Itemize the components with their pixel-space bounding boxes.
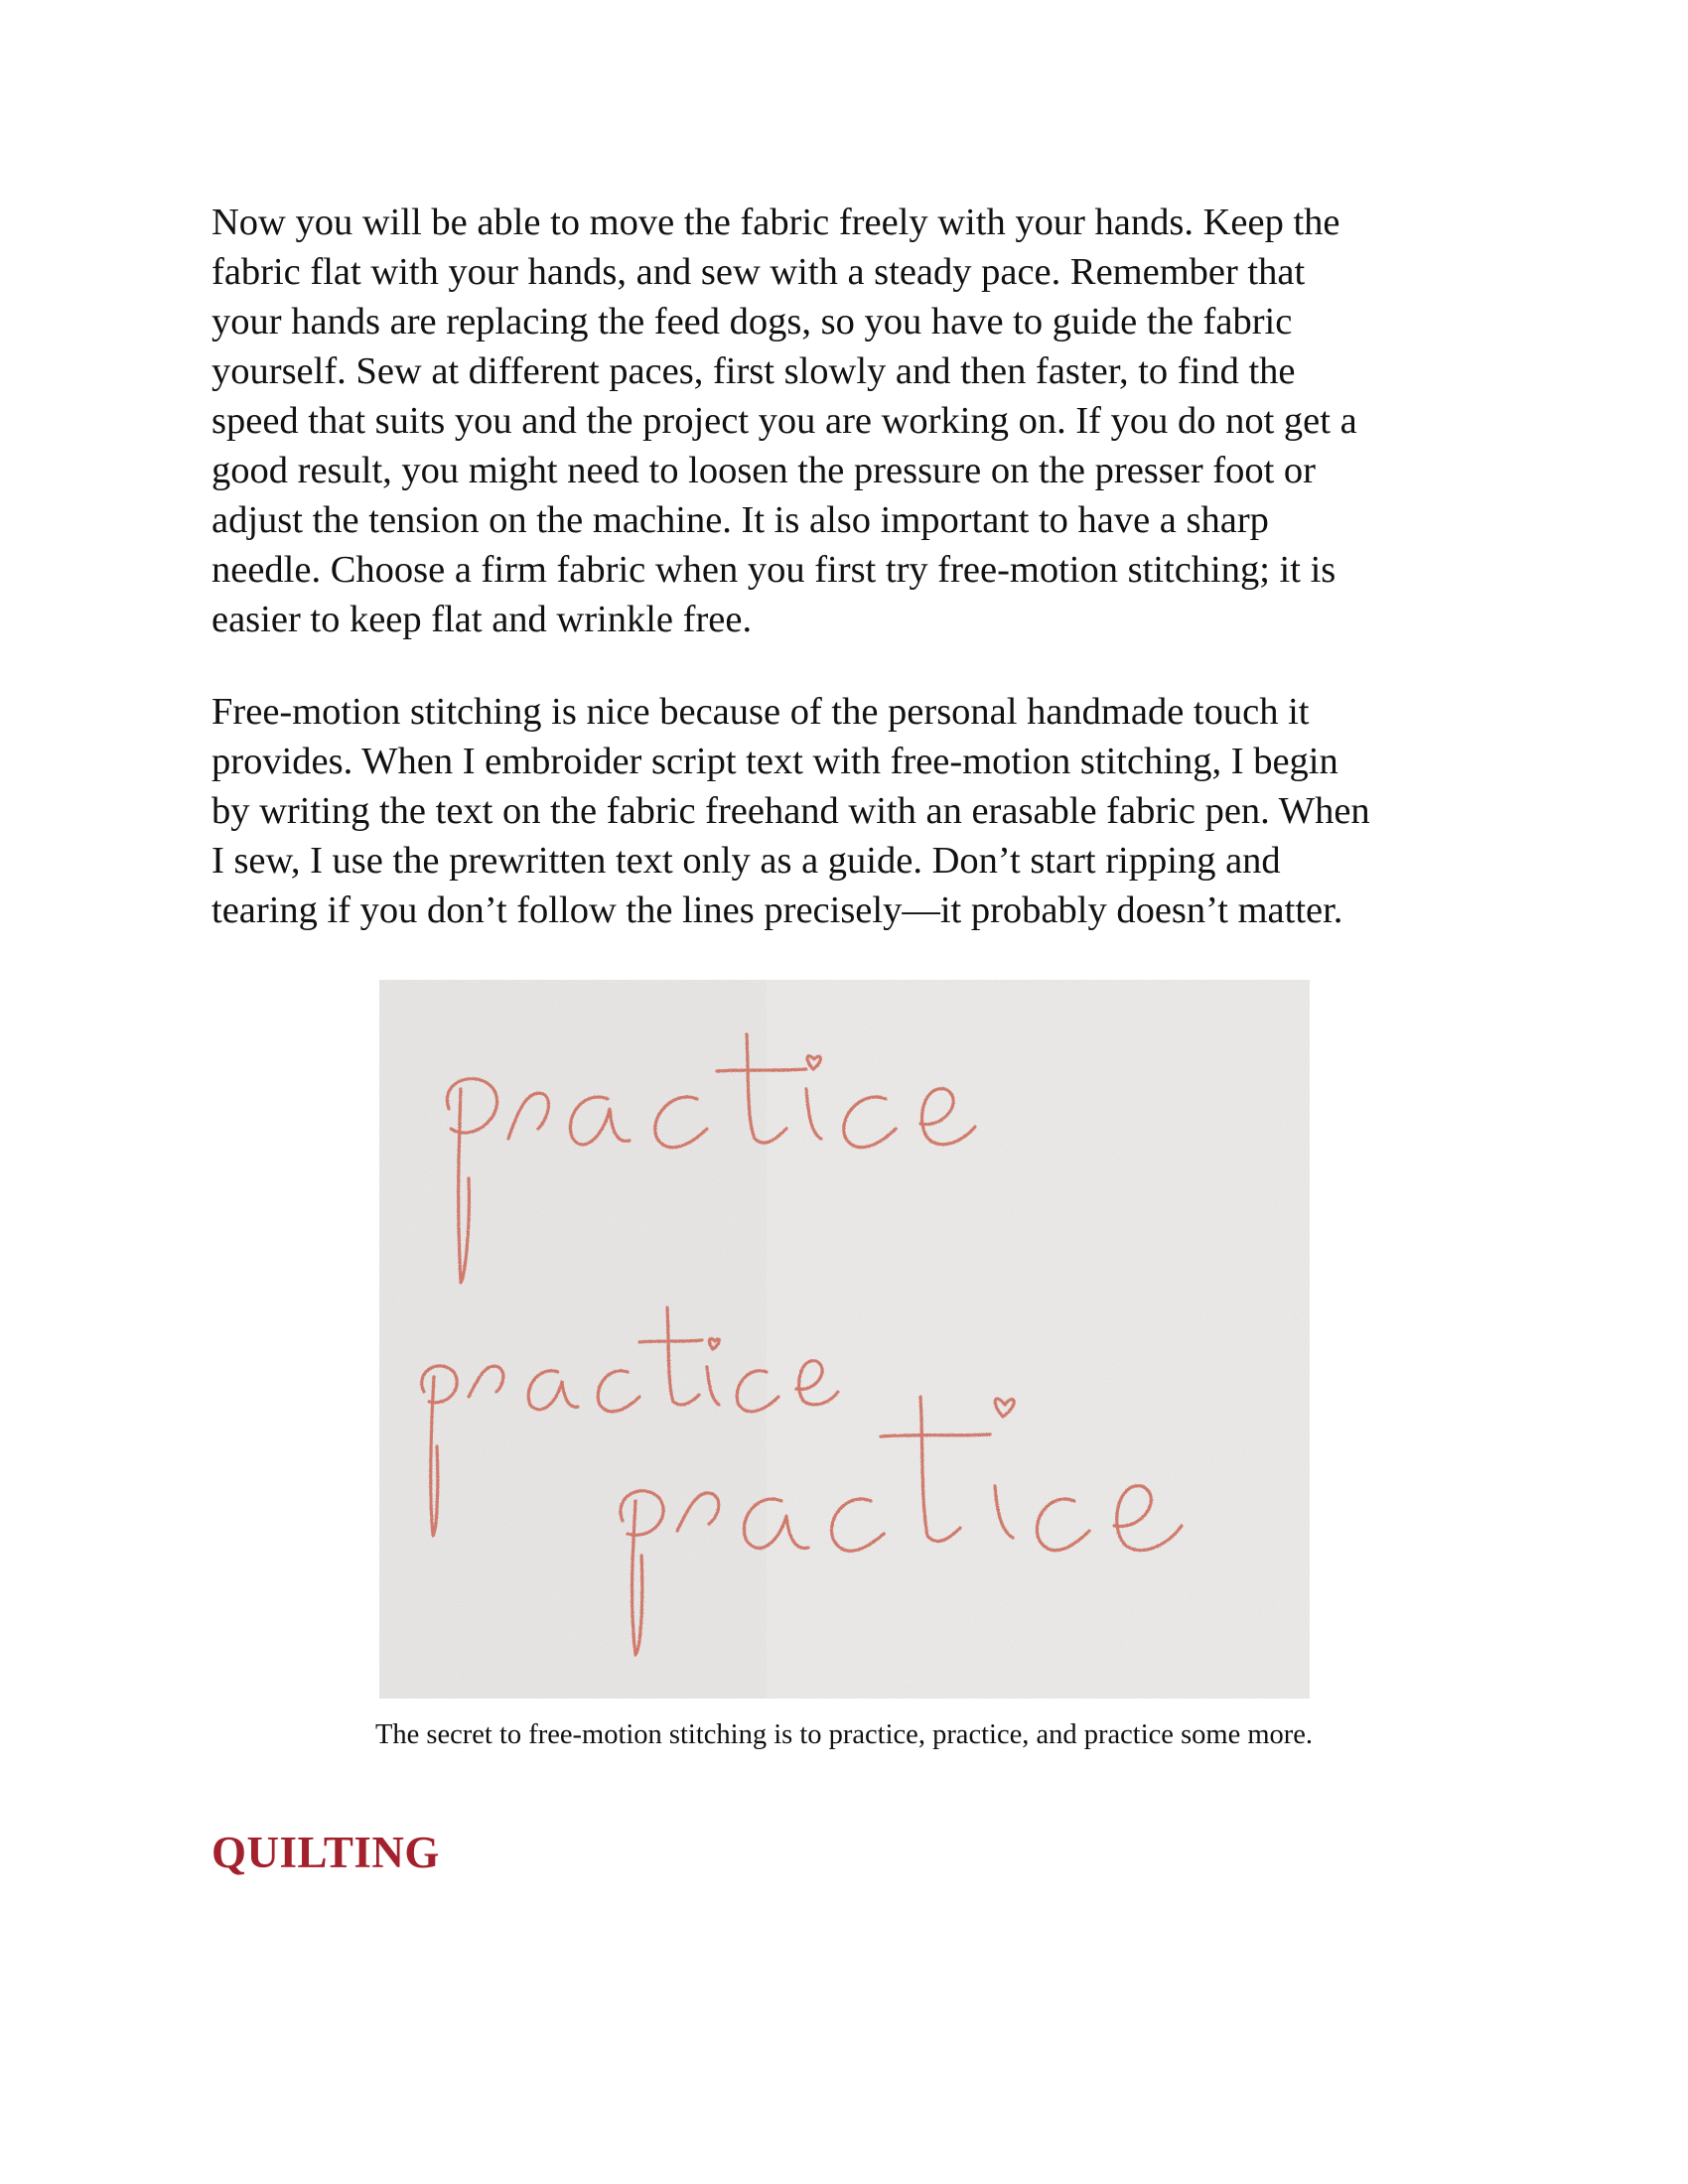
- body-paragraph: Free-motion stitching is nice because of the personal handmade touch it provides. When I embroider script text with free-motion stitching, I begin by writing the text on the fabric freehand with an erasable fabric pen. When I sew, I use the prewritten text only as a guide. Don’t start ripping and tearing if you don’t follow the lines precisely—it probably doesn’t matter.: [211, 691, 1370, 931]
- stitched-practice-photo: [379, 980, 1310, 1699]
- section-heading: QUILTING: [211, 1828, 440, 1877]
- figure-caption: The secret to free-motion stitching is to practice, practice, and practice some more.: [374, 1719, 1314, 1750]
- body-paragraph: Now you will be able to move the fabric freely with your hands. Keep the fabric flat with your hands, and sew with a steady pace. Remember that your hands are replacing the feed dogs, so you have to guide the fabric yourself. Sew at different paces, first slowly and then faster, to find the speed that suits you and the project you are working on. If you do not get a good result, you might need to loosen the pressure on the presser foot or adjust the tension on the machine. It is also important to have a sharp needle. Choose a firm fabric when you first try free-motion stitching; it is easier to keep flat and wrinkle free.: [211, 202, 1357, 640]
